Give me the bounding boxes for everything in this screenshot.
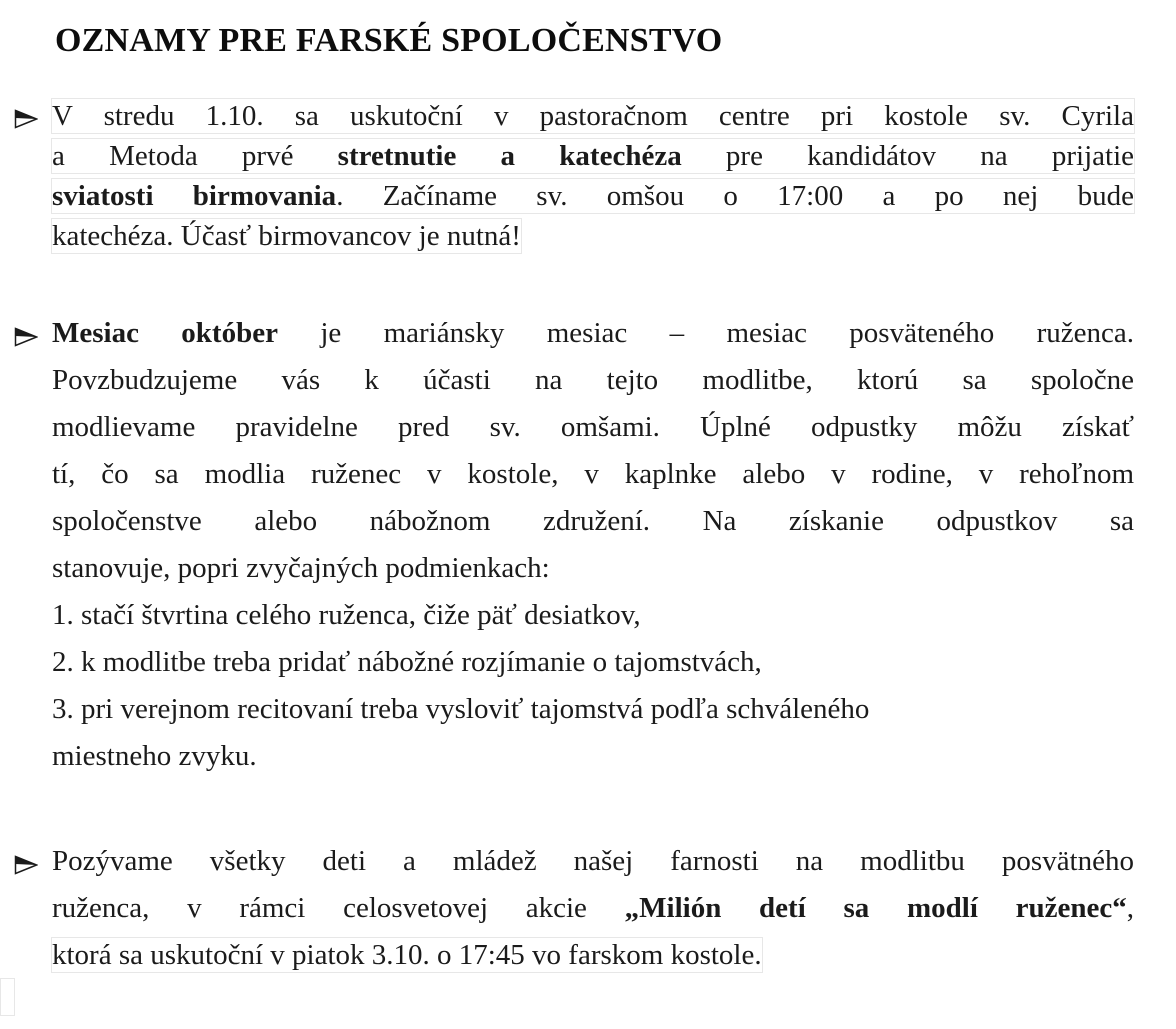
announcement-birmovanci <box>52 96 1134 256</box>
text-line <box>52 96 1134 136</box>
text-line <box>52 136 1134 176</box>
text-line: ruženca, v rámci celosvetovej akcie „Milión detí sa modlí ruženec“, <box>52 892 1134 924</box>
text-line <box>52 932 1134 979</box>
text-line: tí, čo sa modlia ruženec v kostole, v kaplnke alebo v rodine, v rehoľnom <box>52 458 1134 490</box>
page-title: OZNAMY PRE FARSKÉ SPOLOČENSTVO <box>55 22 723 59</box>
white-highlight: V stredu 1.10. sa uskutoční v pastoračnom centre pri kostole sv. Cyrila <box>52 100 1134 132</box>
text-line: stanovuje, popri zvyčajných podmienkach: <box>52 552 550 584</box>
bullet-arrow-icon <box>14 104 38 124</box>
white-highlight: sviatosti birmovania. Začíname sv. omšou o 17:00 a po nej bude <box>52 180 1134 212</box>
white-highlight: katechéza. Účasť birmovancov je nutná! <box>52 220 521 252</box>
list-item: 1. stačí štvrtina celého ruženca, čiže päť desiatkov, <box>52 599 641 631</box>
highlight-fragment <box>0 978 15 1016</box>
white-highlight: ktorá sa uskutoční v piatok 3.10. o 17:45 vo farskom kostole. <box>52 939 762 971</box>
text-line <box>52 176 1134 216</box>
list-item-continuation: miestneho zvyku. <box>52 740 257 772</box>
text-line: spoločenstve alebo nábožnom združení. Na získanie odpustkov sa <box>52 505 1134 537</box>
white-highlight: a Metoda prvé stretnutie a katechéza pre kandidátov na prijatie <box>52 140 1134 172</box>
bullet-arrow-icon <box>14 850 38 870</box>
bullet-arrow-icon <box>14 322 38 342</box>
list-item: 2. k modlitbe treba pridať nábožné rozjímanie o tajomstvách, <box>52 646 762 678</box>
text-line: Povzbudzujeme vás k účasti na tejto modlitbe, ktorú sa spoločne <box>52 364 1134 396</box>
document-page <box>0 22 1176 1029</box>
announcement-milion-deti <box>52 838 1134 979</box>
text-line: Pozývame všetky deti a mládež našej farnosti na modlitbu posvätného <box>52 845 1134 877</box>
text-line <box>52 216 1134 256</box>
text-line: modlievame pravidelne pred sv. omšami. Úplné odpustky môžu získať <box>52 411 1134 443</box>
announcement-oktober-ruzenec <box>52 310 1134 780</box>
text-line: Mesiac október je mariánsky mesiac – mesiac posväteného ruženca. <box>52 317 1134 349</box>
list-item: 3. pri verejnom recitovaní treba vysloviť tajomstvá podľa schváleného <box>52 693 870 725</box>
